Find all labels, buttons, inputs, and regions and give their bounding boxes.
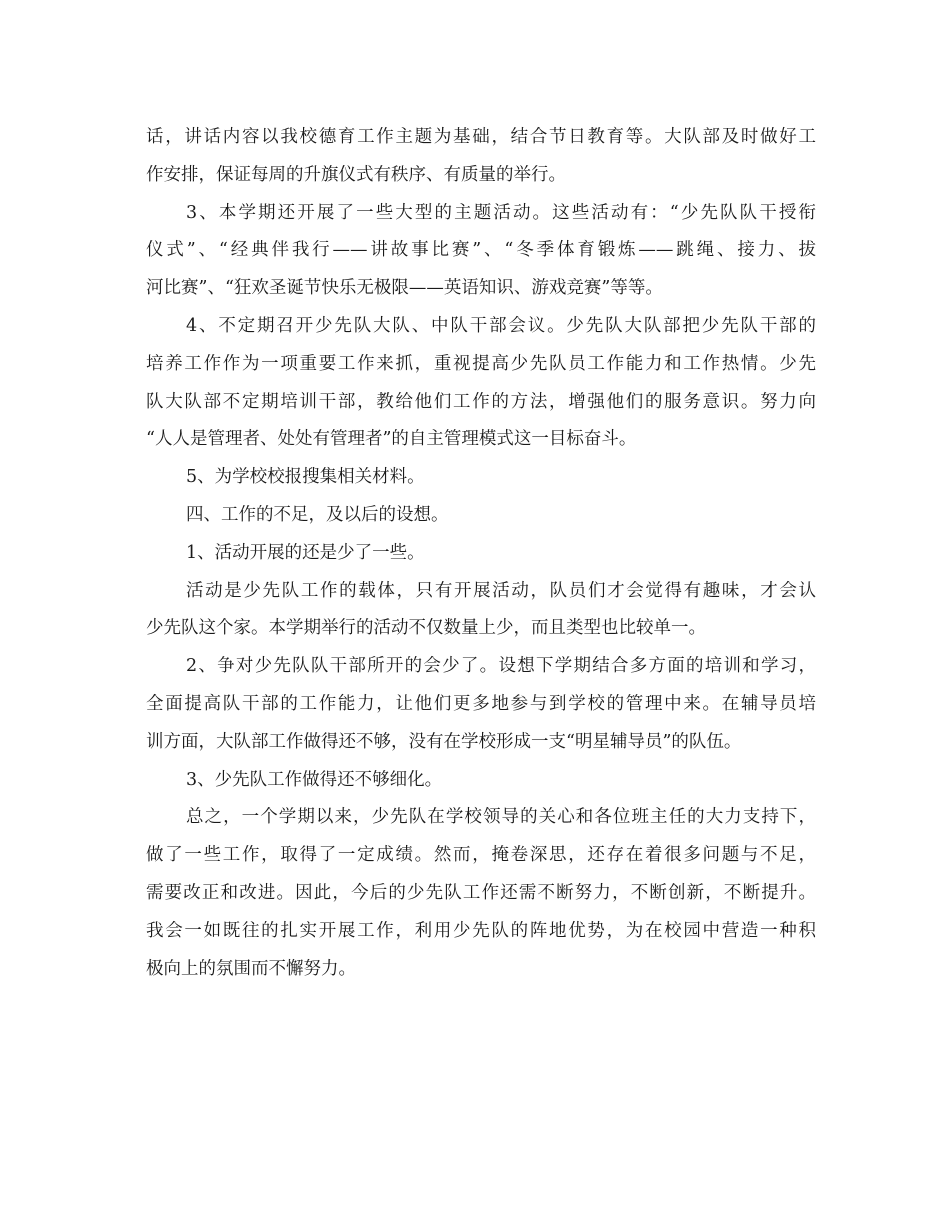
- text-line-20: 做了一些工作，取得了一定成绩。然而，掩卷深思，还存在着很多问题与不足，: [146, 845, 816, 866]
- text-line-18: 3、少先队工作做得还不够细化。: [186, 769, 443, 790]
- text-line-14: 少先队这个家。本学期举行的活动不仅数量上少，而且类型也比较单一。: [146, 618, 706, 639]
- text-line-13: 活动是少先队工作的载体，只有开展活动，队员们才会觉得有趣味，才会认: [186, 580, 816, 601]
- text-line-23: 极向上的氛围而不懈努力。: [146, 958, 356, 979]
- text-line-4: 仪式”、“经典伴我行——讲故事比赛”、“冬季体育锻炼——跳绳、接力、拔: [146, 240, 816, 261]
- text-line-10: 5、为学校校报搜集相关材料。: [186, 467, 425, 488]
- text-line-9: “人人是管理者、处处有管理者”的自主管理模式这一目标奋斗。: [146, 429, 637, 450]
- text-line-5: 河比赛”、“狂欢圣诞节快乐无极限——英语知识、游戏竞赛”等等。: [146, 278, 663, 299]
- document-body: [146, 119, 816, 988]
- text-line-16: 全面提高队干部的工作能力，让他们更多地参与到学校的管理中来。在辅导员培: [146, 693, 816, 714]
- text-line-1: 话，讲话内容以我校德育工作主题为基础，结合节日教育等。大队部及时做好工: [146, 127, 816, 147]
- text-line-15: 2、争对少先队队干部所开的会少了。设想下学期结合多方面的培训和学习，: [186, 656, 816, 677]
- text-line-21: 需要改正和改进。因此，今后的少先队工作还需不断努力，不断创新，不断提升。: [146, 882, 816, 903]
- text-line-11: 四、工作的不足，及以后的设想。: [186, 504, 449, 525]
- text-line-3: 3、本学期还开展了一些大型的主题活动。这些活动有：“少先队队干授衔: [186, 202, 816, 223]
- text-line-17: 训方面，大队部工作做得还不够，没有在学校形成一支“明星辅导员”的队伍。: [146, 731, 742, 752]
- text-line-19: 总之，一个学期以来，少先队在学校领导的关心和各位班主任的大力支持下，: [186, 807, 816, 828]
- text-line-12: 1、活动开展的还是少了一些。: [186, 542, 425, 563]
- text-line-22: 我会一如既往的扎实开展工作，利用少先队的阵地优势，为在校园中营造一种积: [146, 920, 816, 941]
- text-line-2: 作安排，保证每周的升旗仪式有秩序、有质量的举行。: [146, 164, 566, 185]
- text-line-7: 培养工作作为一项重要工作来抓，重视提高少先队员工作能力和工作热情。少先: [146, 353, 816, 374]
- text-line-6: 4、不定期召开少先队大队、中队干部会议。少先队大队部把少先队干部的: [186, 315, 816, 336]
- text-line-8: 队大队部不定期培训干部，教给他们工作的方法，增强他们的服务意识。努力向: [146, 391, 816, 412]
